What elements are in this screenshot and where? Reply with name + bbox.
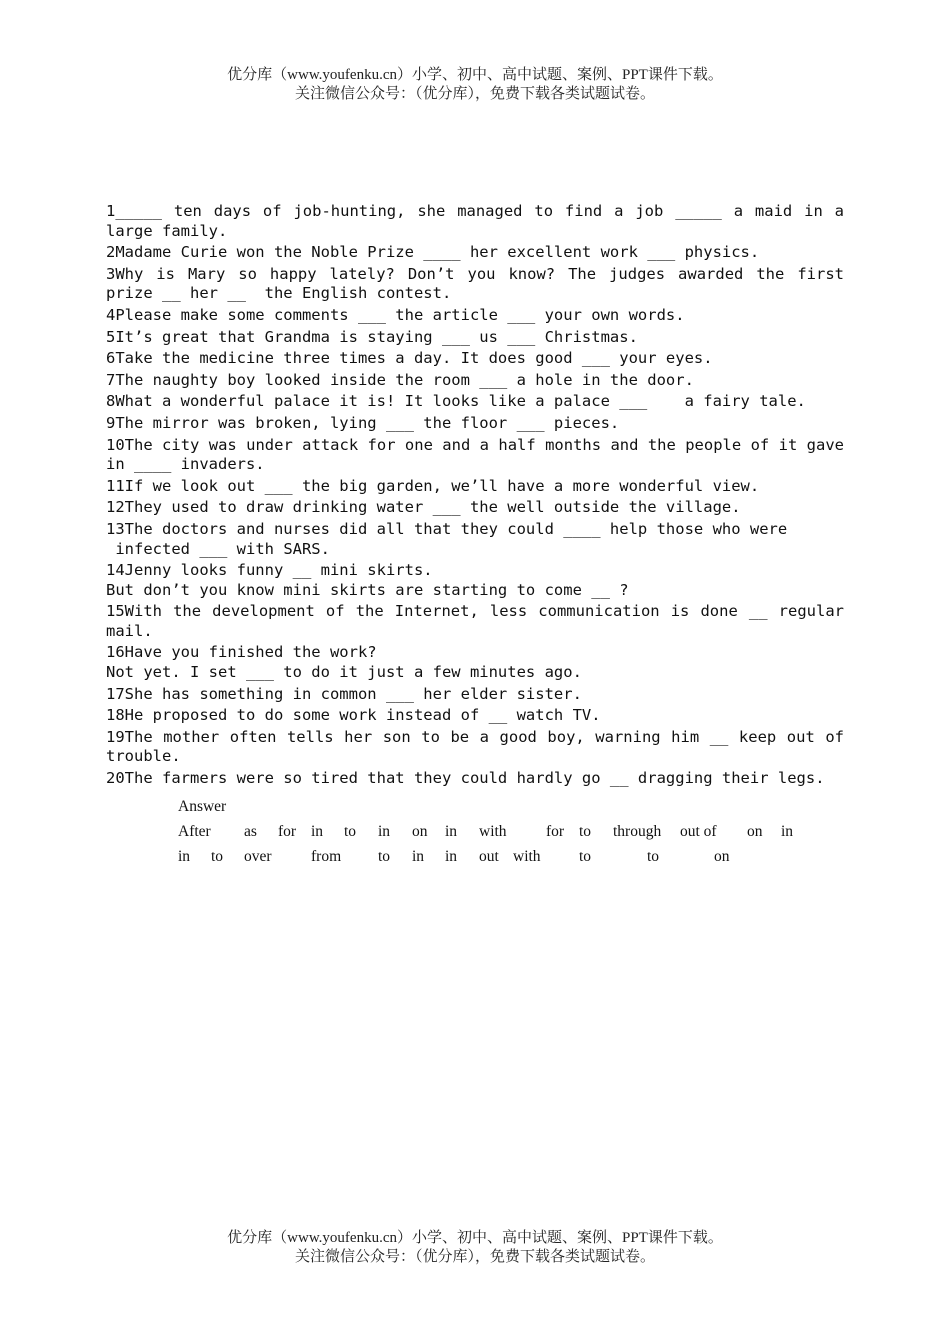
question-text: 2Madame Curie won the Noble Prize ____ her excellent work ___ physics. (106, 243, 760, 262)
answer-word: with (479, 823, 507, 840)
answer-word: through (613, 823, 662, 840)
answer-word: to (579, 823, 592, 840)
answer-word: in (178, 848, 191, 865)
question-19 (106, 727, 854, 767)
question-15 (106, 602, 854, 641)
question-text: But don’t you know mini skirts are starting to come __ ? (106, 580, 629, 599)
question-17 (106, 685, 844, 705)
question-6 (106, 349, 844, 369)
answer-word: in (311, 823, 324, 840)
question-16 (106, 643, 844, 682)
question-11 (106, 477, 844, 497)
answer-word: on (747, 823, 763, 840)
answer-word: from (311, 848, 342, 865)
question-list (106, 202, 854, 791)
question-text: 16Have you finished the work? (106, 643, 377, 662)
question-18 (106, 706, 844, 726)
footer-line-2: 关注微信公众号：（优分库），免费下载各类试题试卷。 (294, 1249, 655, 1265)
question-1 (106, 202, 854, 241)
answer-word: in (378, 823, 391, 840)
page-header (0, 66, 950, 104)
question-text: 1_____ ten days of job-hunting, she managed to find a job _____ a maid in a large family. (106, 202, 854, 240)
question-text: 17She has something in common ___ her elder sister. (106, 684, 582, 703)
answer-word: out of (680, 823, 717, 840)
question-9 (106, 414, 844, 434)
answer-word: to (211, 848, 224, 865)
footer-line-1: 优分库（www.youfenku.cn）小学、初中、高中试题、案例、PPT课件下载。 (227, 1230, 723, 1246)
question-4 (106, 306, 844, 326)
answer-word: out (479, 848, 499, 865)
question-20 (106, 769, 844, 789)
question-text: 20The farmers were so tired that they could hardly go __ dragging their legs. (106, 769, 825, 788)
question-13 (106, 520, 844, 559)
question-text: 7The naughty boy looked inside the room ___ a hole in the door. (106, 370, 694, 389)
question-text: 14Jenny looks funny __ mini skirts. (106, 561, 433, 580)
question-text: 10The city was under attack for one and a half months and the people of it gave in ____ invaders. (106, 435, 854, 474)
answer-word: with (513, 848, 541, 865)
answer-word: over (244, 848, 272, 865)
answer-row-2 (178, 848, 818, 868)
answer-word: on (714, 848, 730, 865)
answer-word: in (412, 848, 425, 865)
answer-word: to (647, 848, 660, 865)
answer-word: on (412, 823, 428, 840)
answer-row-1 (178, 823, 818, 843)
answer-word: as (244, 823, 257, 840)
question-3 (106, 264, 854, 304)
question-8 (106, 392, 844, 412)
question-5 (106, 328, 844, 348)
answer-title: Answer (178, 798, 227, 815)
header-line-1: 优分库（www.youfenku.cn）小学、初中、高中试题、案例、PPT课件下载。 (227, 67, 723, 83)
question-text: 5It’s great that Grandma is staying ___ us ___ Christmas. (106, 327, 638, 346)
question-7 (106, 371, 844, 391)
answer-word: in (445, 823, 458, 840)
question-text: 15With the development of the Internet, less communication is done __ regular mail. (106, 602, 854, 640)
question-text: 12They used to draw drinking water ___ the well outside the village. (106, 498, 741, 517)
header-line-2: 关注微信公众号：（优分库），免费下载各类试题试卷。 (294, 86, 655, 102)
question-14 (106, 561, 844, 600)
answer-word: in (781, 823, 794, 840)
question-text: 18He proposed to do some work instead of __ watch TV. (106, 706, 601, 725)
answer-word: to (579, 848, 592, 865)
answer-word: to (344, 823, 357, 840)
question-text: 13The doctors and nurses did all that they could ____ help those who were (106, 519, 788, 538)
question-text: Not yet. I set ___ to do it just a few minutes ago. (106, 663, 582, 682)
answer-word: in (445, 848, 458, 865)
question-text: 8What a wonderful palace it is! It looks like a palace ___ a fairy tale. (106, 392, 806, 411)
question-text: 4Please make some comments ___ the article ___ your own words. (106, 305, 685, 324)
answer-word: for (546, 823, 565, 840)
question-text: infected ___ with SARS. (106, 539, 330, 558)
question-text: 3Why is Mary so happy lately? Don’t you know? The judges awarded the first prize __ her __ the English contest. (106, 264, 854, 303)
question-10 (106, 435, 854, 475)
question-text: 19The mother often tells her son to be a good boy, warning him __ keep out of trouble. (106, 727, 854, 766)
answer-word: After (178, 823, 211, 840)
question-12 (106, 498, 844, 518)
answer-word: to (378, 848, 391, 865)
question-text: 9The mirror was broken, lying ___ the floor ___ pieces. (106, 413, 620, 432)
answer-word: for (278, 823, 297, 840)
question-2 (106, 243, 844, 263)
question-text: 6Take the medicine three times a day. It does good ___ your eyes. (106, 349, 713, 368)
page-footer (0, 1229, 950, 1267)
question-text: 11If we look out ___ the big garden, we’ll have a more wonderful view. (106, 476, 760, 495)
